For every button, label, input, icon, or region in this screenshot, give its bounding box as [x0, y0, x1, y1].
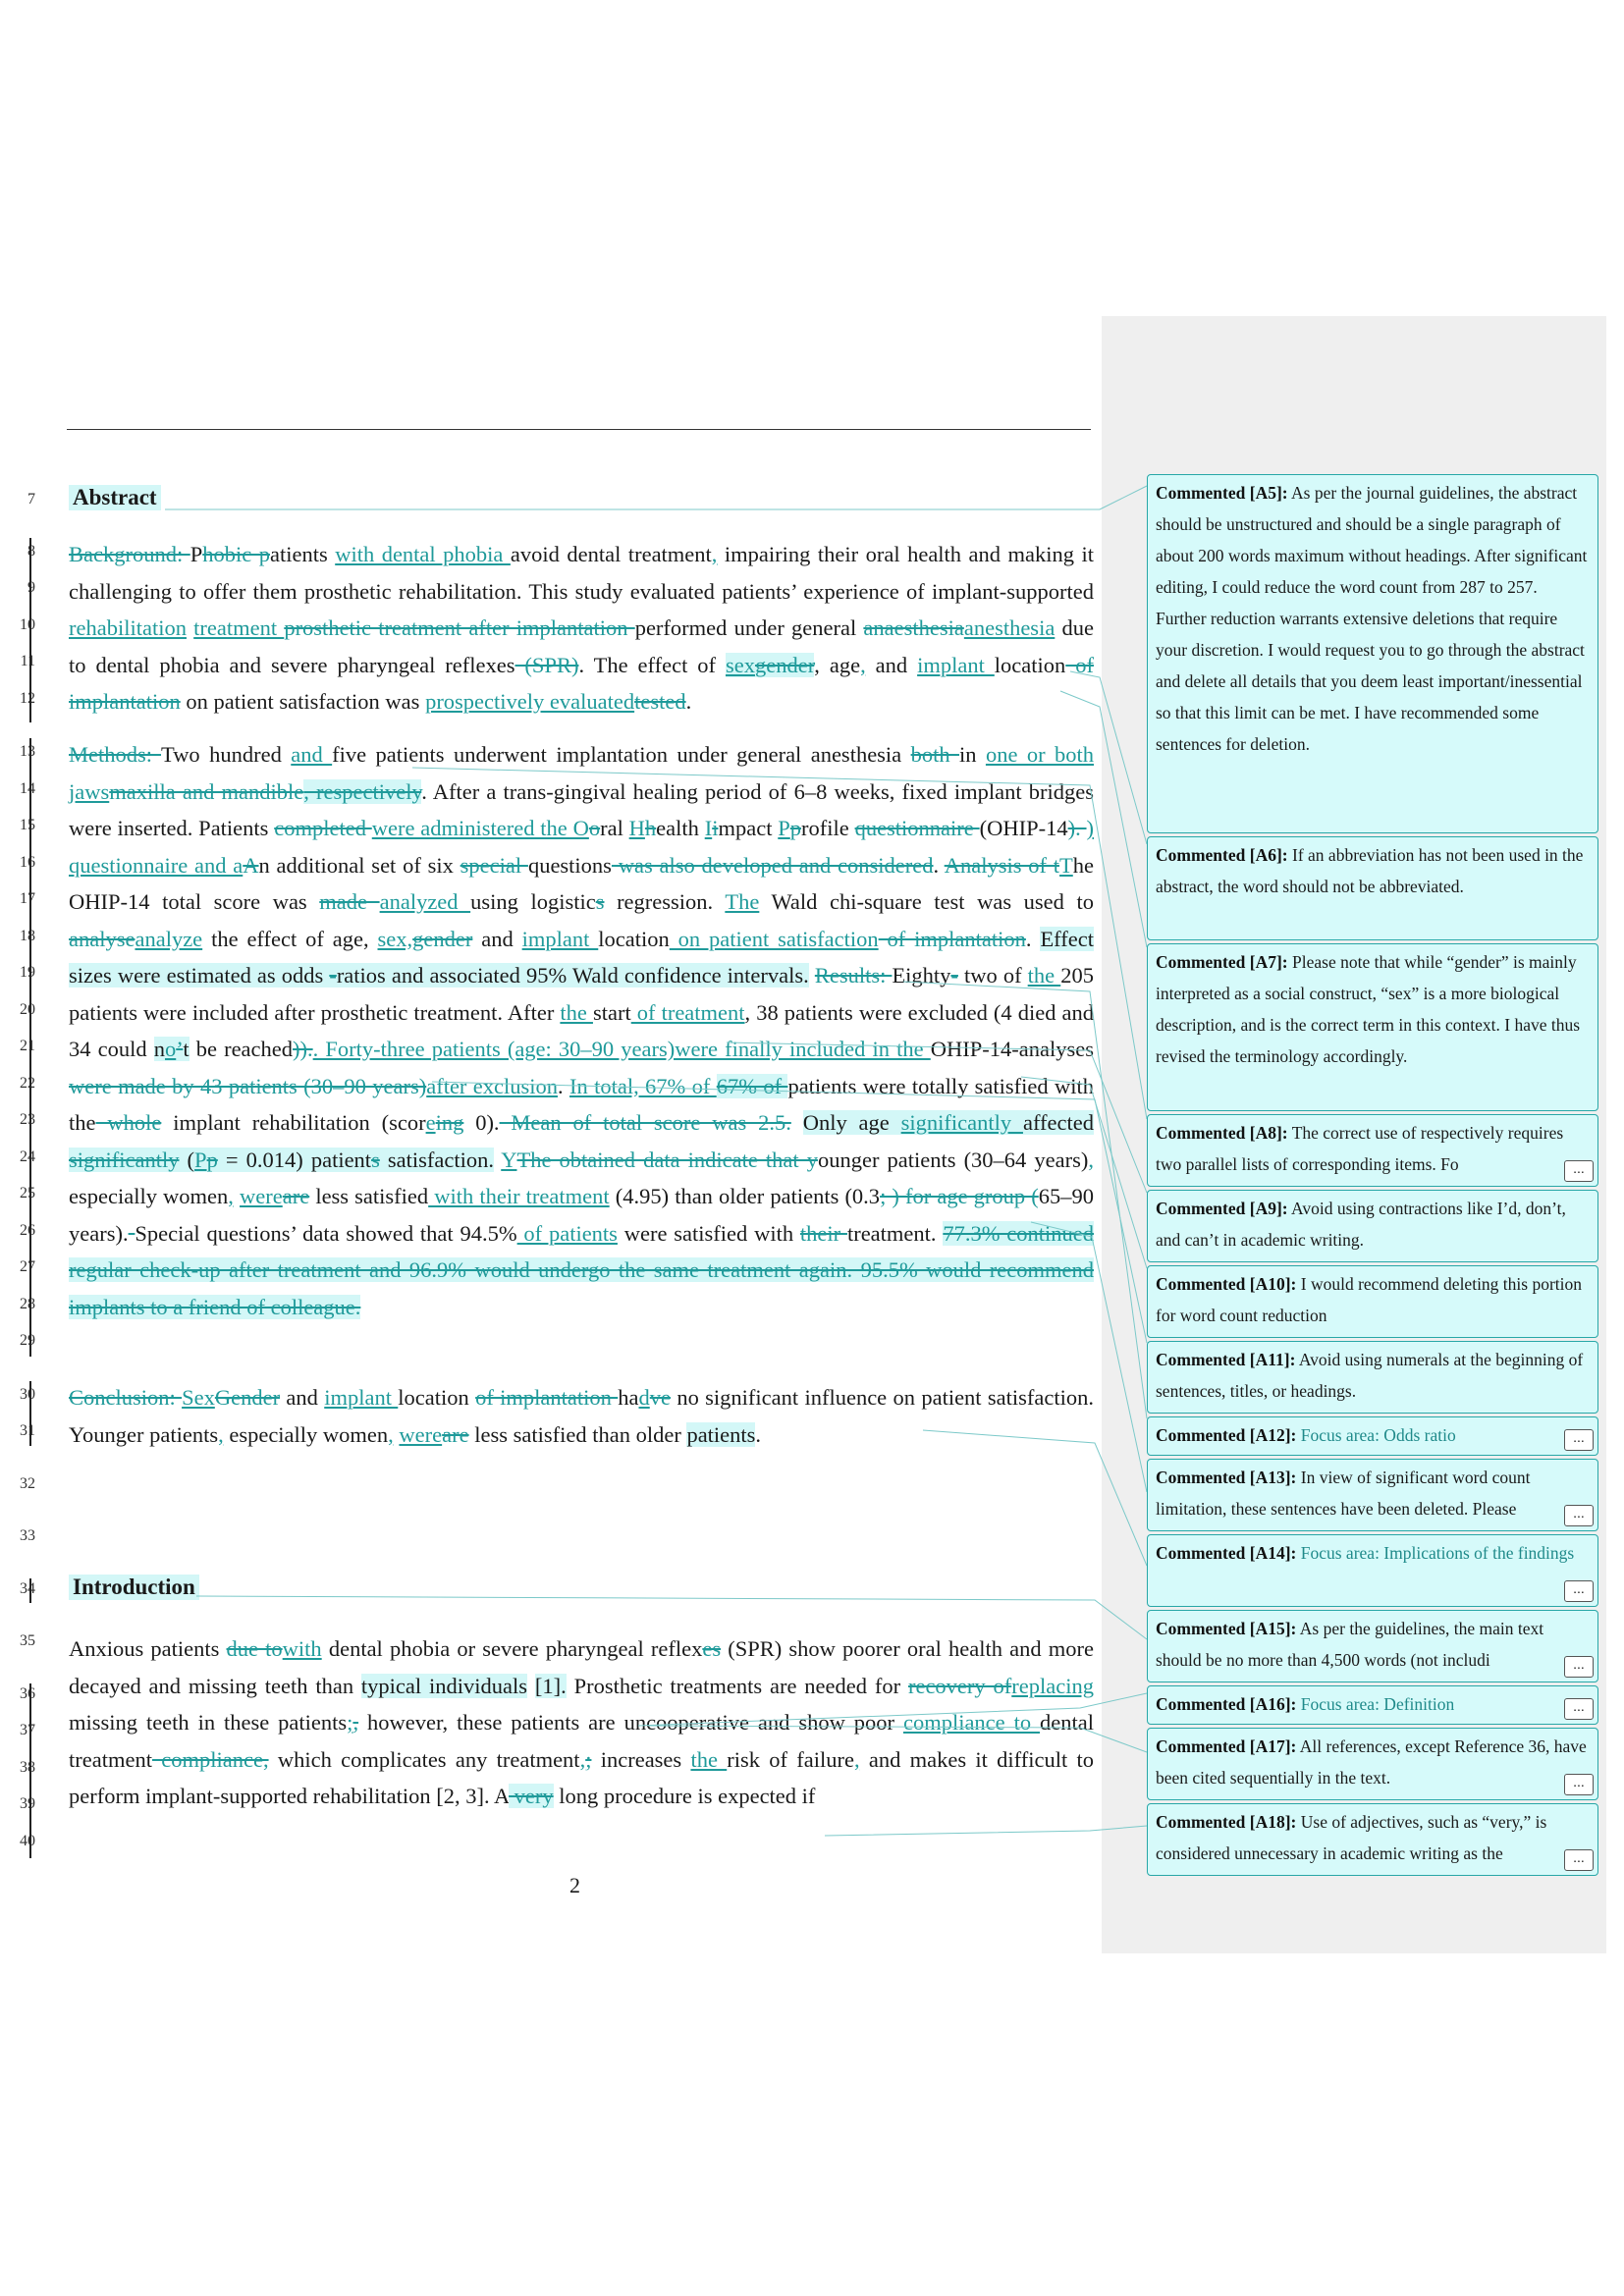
comment-text: Focus area: Definition — [1300, 1694, 1455, 1714]
comment-a16[interactable] — [1147, 1685, 1598, 1725]
line-number: 36 — [20, 1685, 35, 1702]
line-number: 21 — [20, 1038, 35, 1054]
comment-a17[interactable] — [1147, 1728, 1598, 1800]
comment-text: In view of significant word count limitation, these sentences have been deleted. Please — [1156, 1468, 1531, 1519]
comment-text: Use of adjectives, such as “very,” is considered unnecessary in academic writing as the — [1156, 1812, 1547, 1863]
comment-a12[interactable] — [1147, 1416, 1598, 1456]
line-number: 14 — [20, 780, 35, 797]
line-number: 12 — [20, 690, 35, 707]
comment-label: Commented [A16]: — [1156, 1694, 1297, 1714]
comment-text: I would recommend deleting this portion for word count reduction — [1156, 1274, 1583, 1325]
comment-a9[interactable] — [1147, 1190, 1598, 1262]
more-options-button[interactable]: ... — [1564, 1580, 1594, 1602]
line-number: 19 — [20, 964, 35, 981]
comment-text: Avoid using contractions like I’d, don’t, and can’t in academic writing. — [1156, 1199, 1566, 1250]
comment-label: Commented [A14]: — [1156, 1543, 1297, 1563]
line-number: 15 — [20, 817, 35, 833]
comment-label: Commented [A6]: — [1156, 845, 1288, 865]
comment-label: Commented [A7]: — [1156, 952, 1288, 972]
line-number: 26 — [20, 1222, 35, 1239]
comment-text: If an abbreviation has not been used in the abstract, the word should not be abbreviated. — [1156, 845, 1584, 896]
introduction-heading: Introduction — [69, 1575, 199, 1600]
comment-label: Commented [A11]: — [1156, 1350, 1296, 1369]
more-options-button[interactable]: ... — [1564, 1505, 1594, 1526]
comment-text: Avoid using numerals at the beginning of sentences, titles, or headings. — [1156, 1350, 1584, 1401]
more-options-button[interactable]: ... — [1564, 1698, 1594, 1720]
line-number: 20 — [20, 1001, 35, 1018]
comment-a5[interactable] — [1147, 474, 1598, 833]
more-options-button[interactable]: ... — [1564, 1774, 1594, 1795]
abstract-paragraph-background[interactable]: Background: Phobic patients with dental phobia avoid dental treatment, impairing their oral health and making it challenging to offer them prosthetic rehabilitation. This study evaluated patients’ experience of implant-supported rehabilitation treatment prosthetic treatment after implantation performed under general anaesthesiaanesthesia due to dental phobia and severe pharyngeal reflexes (SPR). The effect of sexgender, age, and implant location of implantation on patient satisfaction was prospectively evaluatedtested. — [69, 542, 1094, 714]
comment-label: Commented [A13]: — [1156, 1468, 1297, 1487]
line-number: 30 — [20, 1386, 35, 1403]
comment-text: All references, except Reference 36, have been cited sequentially in the text. — [1156, 1736, 1587, 1788]
comment-a11[interactable] — [1147, 1341, 1598, 1414]
line-number: 22 — [20, 1075, 35, 1092]
change-bar — [29, 738, 31, 1357]
comment-text: Focus area: Odds ratio — [1300, 1425, 1456, 1445]
comment-a6[interactable] — [1147, 836, 1598, 940]
line-number: 39 — [20, 1795, 35, 1812]
line-number: 32 — [20, 1475, 35, 1492]
abstract-paragraph-methods[interactable]: Methods: Two hundred and five patients underwent implantation under general anesthesia both in one or both jawsmaxilla and mandible, respectively. After a trans-gingival healing period of 6–8 weeks, fixed implant bridges were inserted. Patients completed were administered the Ooral Hhealth Iimpact Pprofile questionnaire (OHIP-14). ) questionnaire and aAn additional set of six special questions was also developed and considered. Analysis of tThe OHIP-14 total score was made analyzed using logistics regression. The Wald chi-square test was used to analyseanalyze the effect of age, sex,gender and implant location on patient satisfaction of implantation. Effect sizes were estimated as odds -ratios and associated 95% Wald confidence intervals. Results: Eighty- two of the 205 patients were included after prosthetic treatment. After the start of treatment, 38 patients were excluded (4 died and 34 could no’t be reached)).. Forty-three patients (age: 30–90 years)were finally included in the OHIP-14-analyses were made by 43 patients (30–90 years)after exclusion. In total, 67% of 67% of patients were totally satisfied with the whole implant rehabilitation (scoreing 0). Mean of total score was 2.5. Only age significantly affected significantly (Pp = 0.014) patients satisfaction. YThe obtained data indicate that younger patients (30–64 years), especially women, wereare less satisfied with their treatment (4.95) than older patients (0.3; ) for age group (65–90 years). Special questions’ data showed that 94.5% of patients were satisfied with their treatment. 77.3% continued regular check-up after treatment and 96.9% would undergo the same treatment again. 95.5% would recommend implants to a friend of colleague. — [69, 742, 1095, 1319]
line-number: 40 — [20, 1833, 35, 1849]
comment-label: Commented [A18]: — [1156, 1812, 1297, 1832]
comment-label: Commented [A5]: — [1156, 483, 1288, 503]
line-number: 27 — [20, 1258, 35, 1275]
line-number: 8 — [27, 543, 35, 560]
comment-label: Commented [A15]: — [1156, 1619, 1297, 1638]
comment-a18[interactable] — [1147, 1803, 1598, 1876]
abstract-heading: Abstract — [69, 485, 161, 510]
header-rule — [67, 429, 1091, 430]
line-number: 13 — [20, 743, 35, 760]
comment-a7[interactable] — [1147, 943, 1598, 1111]
line-number: 35 — [20, 1632, 35, 1649]
abstract-paragraph-conclusion[interactable]: Conclusion: SexGender and implant location of implantation hadve no significant influence on patient satisfaction. Younger patients, especially women, wereare less satisfied than older patients. — [69, 1385, 1094, 1447]
line-number: 11 — [20, 653, 35, 669]
introduction-paragraph[interactable]: Anxious patients due towith dental phobia or severe pharyngeal reflexes (SPR) show poorer oral health and more decayed and missing teeth than typical individuals [1]. Prosthetic treatments are needed for recovery ofreplacing missing teeth in these patients;, however, these patients are uncooperative and show poor compliance to dental treatment compliance, which complicates any treatment,; increases the risk of failure, and makes it difficult to perform implant-supported rehabilitation [2, 3]. A very long procedure is expected if — [69, 1636, 1095, 1808]
line-number: 29 — [20, 1332, 35, 1349]
line-number: 7 — [27, 491, 35, 507]
line-number: 37 — [20, 1722, 35, 1738]
page-number: 2 — [569, 1873, 580, 1897]
line-number: 38 — [20, 1759, 35, 1776]
line-number: 24 — [20, 1148, 35, 1165]
comment-a14[interactable] — [1147, 1534, 1598, 1607]
change-bar — [29, 1381, 31, 1446]
line-number: 10 — [20, 616, 35, 633]
comment-a10[interactable] — [1147, 1265, 1598, 1338]
line-number: 34 — [20, 1580, 35, 1597]
comment-label: Commented [A8]: — [1156, 1123, 1288, 1143]
comment-text: Please note that while “gender” is mainly interpreted as a social construct, “sex” is a more biological description, and is the correct term in this context. I have thus revised the terminology accordingly. — [1156, 952, 1581, 1066]
line-number: 31 — [20, 1422, 35, 1439]
change-bar — [29, 1683, 31, 1858]
more-options-button[interactable]: ... — [1564, 1849, 1594, 1871]
line-number: 23 — [20, 1111, 35, 1128]
comment-a15[interactable] — [1147, 1610, 1598, 1682]
change-bar — [29, 1578, 31, 1603]
comment-label: Commented [A10]: — [1156, 1274, 1297, 1294]
comment-text: As per the guidelines, the main text should be no more than 4,500 words (not includi — [1156, 1619, 1544, 1670]
line-number: 28 — [20, 1296, 35, 1312]
comment-a13[interactable] — [1147, 1459, 1598, 1531]
line-number: 33 — [20, 1527, 35, 1544]
line-number: 16 — [20, 854, 35, 871]
comment-label: Commented [A9]: — [1156, 1199, 1288, 1218]
comment-label: Commented [A12]: — [1156, 1425, 1297, 1445]
line-number: 18 — [20, 928, 35, 944]
comment-text: Focus area: Implications of the findings — [1300, 1543, 1575, 1563]
line-number-gutter — [0, 0, 59, 2296]
line-number: 9 — [27, 579, 35, 596]
comment-label: Commented [A17]: — [1156, 1736, 1297, 1756]
line-number: 17 — [20, 890, 35, 907]
comment-text: The correct use of respectively requires two parallel lists of corresponding items. Fo — [1156, 1123, 1564, 1174]
comment-a8[interactable] — [1147, 1114, 1598, 1187]
line-number: 25 — [20, 1185, 35, 1201]
more-options-button[interactable]: ... — [1564, 1429, 1594, 1451]
comment-text: As per the journal guidelines, the abstract should be unstructured and should be a single paragraph of about 200 words maximum without headings. After significant editing, I could reduce the word count from 287 to 257. Further reduction warrants extensive deletions that require your discretion. I would request you to go through the abstract and delete all details that you deem least important/inessential so that this limit can be met. I have recommended some sentences for deletion. — [1156, 483, 1588, 754]
more-options-button[interactable]: ... — [1564, 1656, 1594, 1678]
more-options-button[interactable]: ... — [1564, 1160, 1594, 1182]
change-bar — [29, 538, 31, 722]
